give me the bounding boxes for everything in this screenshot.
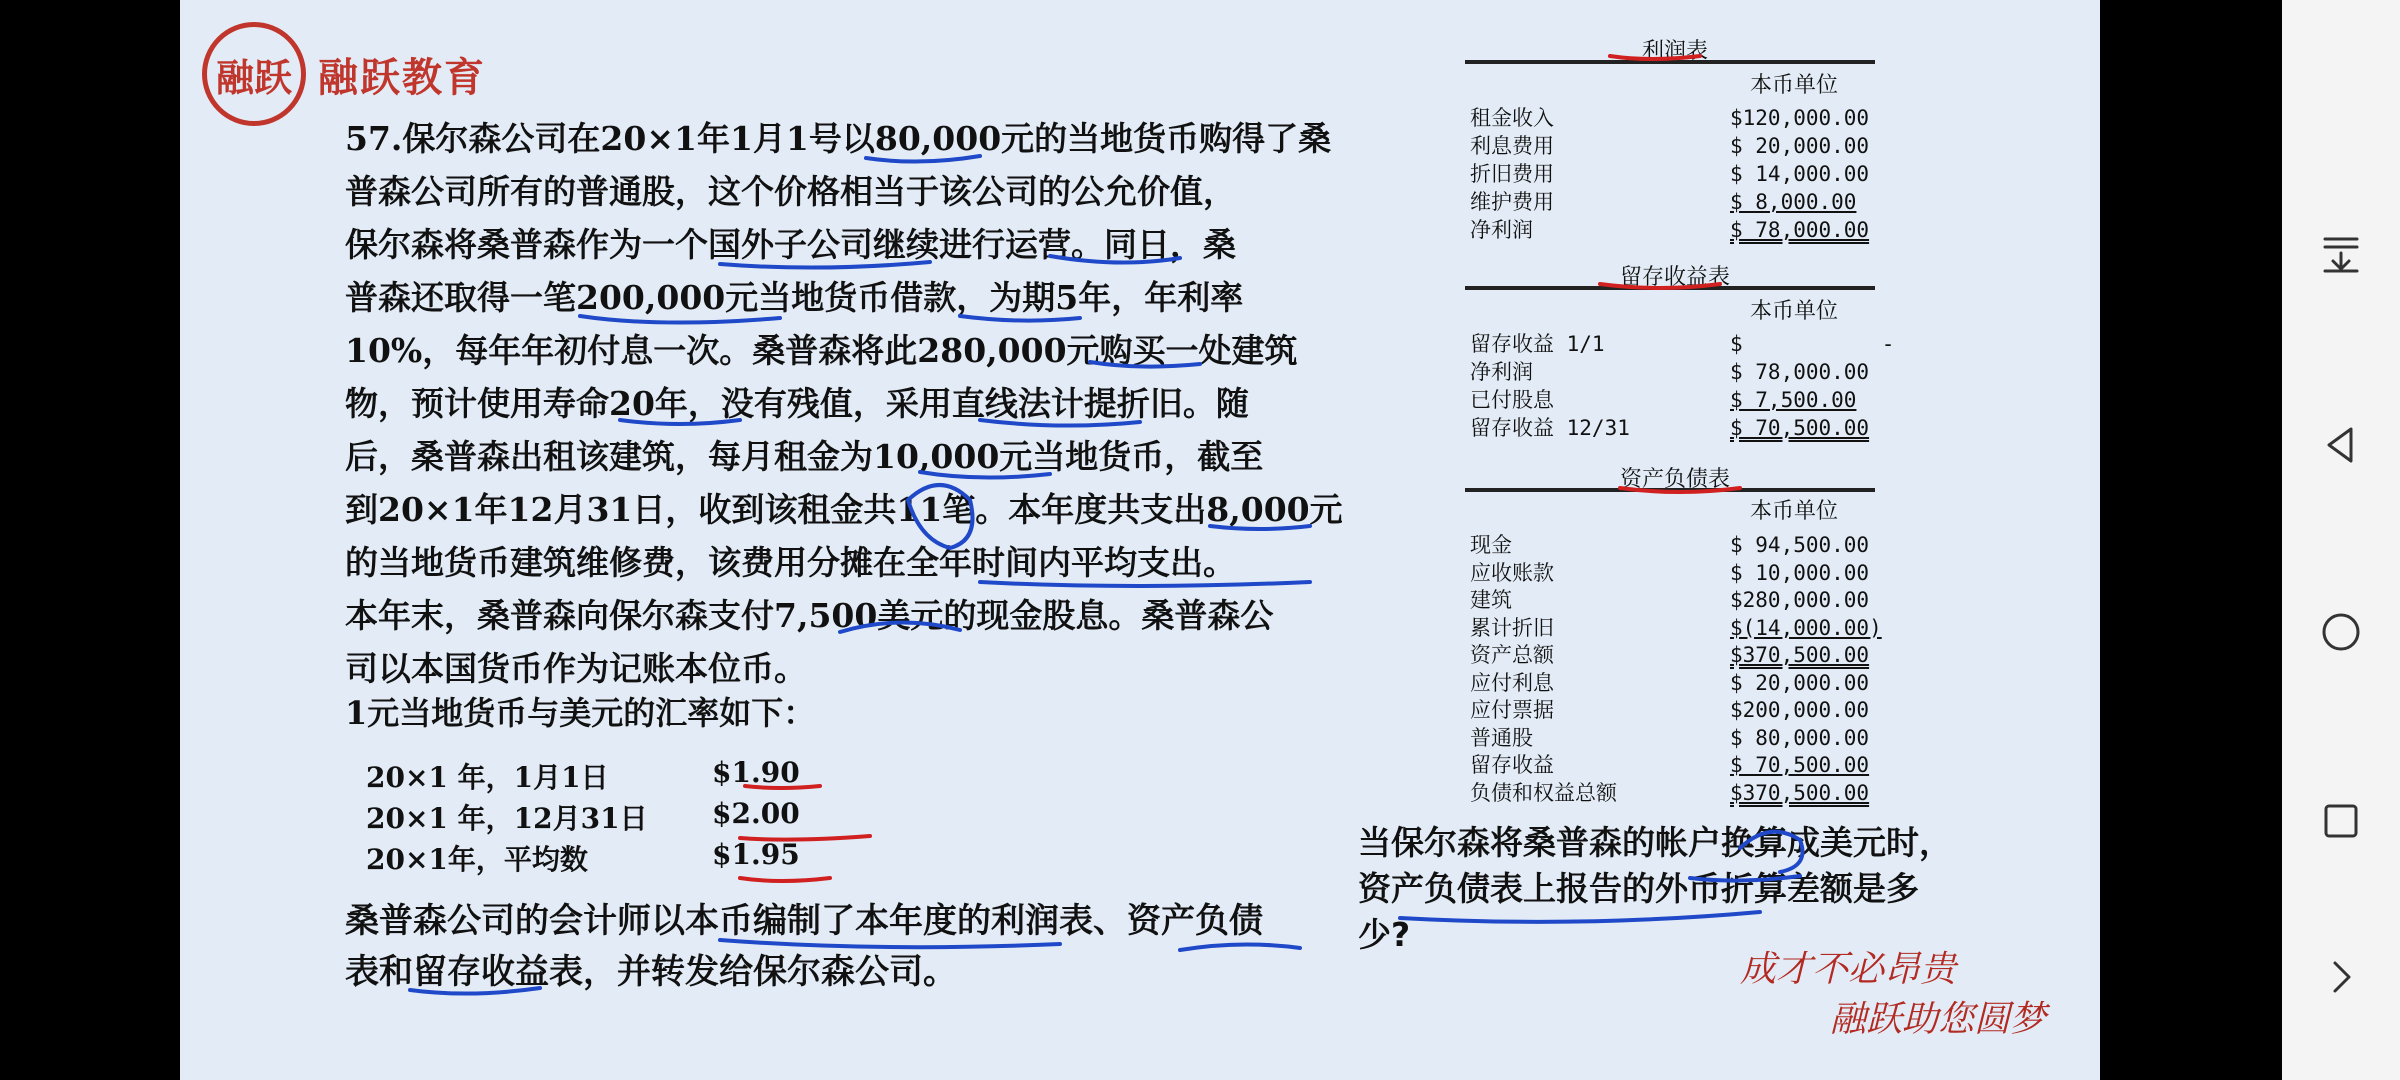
row-amount: $370,500.00 bbox=[1730, 643, 1870, 667]
annotation-marks bbox=[180, 0, 2100, 1080]
row-amount: $280,000.00 bbox=[1730, 588, 1870, 612]
row-amount: $ 94,500.00 bbox=[1730, 533, 1870, 557]
closing-line: 桑普森公司的会计师以本币编制了本年度的利润表、资产负债 bbox=[345, 901, 1263, 941]
annotation-stroke bbox=[720, 262, 930, 268]
expand-down-button[interactable] bbox=[2306, 218, 2376, 288]
closing-line: 表和留存收益表，并转发给保尔森公司。 bbox=[345, 952, 957, 992]
expand-down-icon bbox=[2317, 229, 2365, 277]
row-amount: $ 78,000.00 bbox=[1730, 218, 1870, 242]
annotation-stroke bbox=[920, 472, 1050, 478]
home-button[interactable] bbox=[2306, 597, 2376, 667]
rate-date: 20×1 年，1月1日 bbox=[366, 761, 609, 794]
rate-date: 20×1年，平均数 bbox=[366, 843, 588, 876]
income-statement-title: 利润表 bbox=[1641, 39, 1708, 64]
row-amount: $ 8,000.00 bbox=[1730, 190, 1857, 214]
row-label: 应付利息 bbox=[1470, 670, 1554, 695]
annotation-stroke bbox=[580, 316, 780, 323]
annotation-stroke bbox=[1600, 284, 1720, 288]
row-label: 现金 bbox=[1470, 533, 1512, 557]
retained-earnings-title: 留存收益表 bbox=[1619, 265, 1730, 290]
problem-line: 物，预计使用寿命20年，没有残值，采用直线法计提折旧。随 bbox=[345, 384, 1249, 423]
annotation-stroke bbox=[1740, 832, 1803, 872]
slogan-line: 融跃助您圆梦 bbox=[1830, 999, 2047, 1040]
annotation-stroke bbox=[980, 582, 1310, 586]
annotation-stroke bbox=[1690, 876, 1800, 881]
annotation-stroke bbox=[980, 420, 1140, 426]
annotation-stroke bbox=[1620, 488, 1740, 492]
forward-button[interactable] bbox=[2306, 942, 2376, 1012]
annotation-stroke bbox=[1210, 526, 1310, 529]
annotation-stroke bbox=[410, 988, 540, 994]
back-button[interactable] bbox=[2306, 410, 2376, 480]
logo-name: 融跃教育 bbox=[318, 54, 486, 101]
row-amount: $ 70,500.00 bbox=[1730, 753, 1870, 777]
recents-square-icon bbox=[2317, 797, 2365, 845]
problem-line: 普森还取得一笔200,000元当地货币借款，为期5年，年利率 bbox=[345, 278, 1244, 317]
rate-value: $1.90 bbox=[712, 756, 800, 789]
balance-sheet-title: 资产负债表 bbox=[1619, 467, 1730, 492]
annotation-stroke bbox=[740, 836, 870, 840]
problem-line: 10%，每年年初付息一次。桑普森将此280,000元购买一处建筑 bbox=[345, 331, 1298, 370]
rate-value: $2.00 bbox=[712, 797, 800, 830]
row-label: 维护费用 bbox=[1470, 190, 1554, 214]
recents-button[interactable] bbox=[2306, 786, 2376, 856]
row-label: 普通股 bbox=[1470, 725, 1533, 750]
annotation-stroke bbox=[1400, 912, 1760, 922]
row-amount: $ 78,000.00 bbox=[1730, 360, 1870, 384]
question-line: 当保尔森将桑普森的帐户换算成美元时， bbox=[1358, 823, 1952, 862]
row-amount: $(14,000.00) bbox=[1730, 615, 1882, 640]
annotation-stroke bbox=[720, 940, 1060, 947]
retained-earnings-unit: 本币单位 bbox=[1750, 299, 1839, 324]
problem-line: 后，桑普森出租该建筑，每月租金为10,000元当地货币，截至 bbox=[345, 437, 1264, 476]
row-amount: $ 80,000.00 bbox=[1730, 725, 1870, 750]
annotation-stroke bbox=[1180, 944, 1300, 950]
logo-mark: 融跃 bbox=[215, 54, 292, 100]
annotation-stroke bbox=[840, 622, 960, 632]
problem-line: 普森公司所有的普通股，这个价格相当于该公司的公允价值， bbox=[345, 172, 1236, 211]
row-label: 利息费用 bbox=[1470, 134, 1554, 158]
row-label: 资产总额 bbox=[1470, 643, 1554, 667]
annotation-stroke bbox=[1090, 362, 1200, 367]
back-triangle-icon bbox=[2317, 421, 2365, 469]
rate-value: $1.95 bbox=[712, 838, 800, 871]
row-amount: $200,000.00 bbox=[1730, 698, 1870, 722]
row-label: 应付票据 bbox=[1470, 698, 1554, 722]
annotation-stroke bbox=[908, 485, 973, 548]
row-label: 净利润 bbox=[1470, 360, 1533, 384]
annotation-stroke bbox=[745, 786, 820, 788]
problem-line: 的当地货币建筑维修费，该费用分摊在全年时间内平均支出。 bbox=[345, 543, 1236, 582]
problem-line: 到20×1年12月31日，收到该租金共11笔。本年度共支出8,000元 bbox=[345, 490, 1343, 529]
question-line: 少? bbox=[1358, 915, 1411, 954]
row-amount: $ 70,500.00 bbox=[1730, 416, 1870, 440]
problem-line: 57.保尔森公司在20×1年1月1号以80,000元的当地货币购得了桑 bbox=[345, 119, 1332, 158]
row-amount: $120,000.00 bbox=[1730, 106, 1870, 130]
row-label: 折旧费用 bbox=[1470, 162, 1554, 186]
row-label: 留存收益 bbox=[1470, 753, 1554, 777]
annotation-stroke bbox=[1610, 56, 1700, 59]
annotation-stroke bbox=[1050, 256, 1180, 263]
annotation-stroke bbox=[866, 156, 980, 162]
row-label: 应收账款 bbox=[1470, 560, 1554, 585]
row-label: 负债和权益总额 bbox=[1470, 780, 1617, 805]
row-label: 留存收益 1/1 bbox=[1470, 332, 1605, 356]
balance-sheet-unit: 本币单位 bbox=[1750, 499, 1839, 524]
row-amount: $ - bbox=[1730, 332, 1895, 356]
row-amount: $ 7,500.00 bbox=[1730, 388, 1857, 412]
row-label: 建筑 bbox=[1470, 588, 1512, 612]
row-label: 留存收益 12/31 bbox=[1470, 416, 1630, 440]
problem-line: 保尔森将桑普森作为一个国外子公司继续进行运营。同日，桑 bbox=[345, 225, 1236, 264]
home-circle-icon bbox=[2317, 608, 2365, 656]
forward-chevron-icon bbox=[2317, 953, 2365, 1001]
row-amount: $ 14,000.00 bbox=[1730, 162, 1870, 186]
problem-line: 本年末，桑普森向保尔森支付7,500美元的现金股息。桑普森公 bbox=[345, 596, 1274, 635]
system-nav-bar bbox=[2282, 0, 2400, 1080]
rate-date: 20×1 年，12月31日 bbox=[366, 802, 648, 835]
row-amount: $ 10,000.00 bbox=[1730, 560, 1870, 585]
row-label: 租金收入 bbox=[1470, 106, 1554, 130]
row-label: 已付股息 bbox=[1470, 388, 1554, 412]
annotation-stroke bbox=[620, 420, 740, 424]
problem-line: 司以本国货币作为记账本位币。 bbox=[345, 649, 807, 688]
row-amount: $370,500.00 bbox=[1730, 780, 1870, 805]
rate-label: 1元当地货币与美元的汇率如下： bbox=[345, 694, 816, 732]
row-label: 净利润 bbox=[1470, 218, 1533, 242]
income-statement-unit: 本币单位 bbox=[1750, 73, 1839, 98]
annotation-stroke bbox=[960, 316, 1080, 321]
row-amount: $ 20,000.00 bbox=[1730, 670, 1870, 695]
slogan-line: 成才不必昂贵 bbox=[1740, 949, 1957, 990]
row-label: 累计折旧 bbox=[1470, 615, 1554, 640]
annotation-stroke bbox=[740, 878, 830, 881]
question-line: 资产负债表上报告的外币折算差额是多 bbox=[1358, 869, 1919, 908]
slide bbox=[180, 0, 2100, 1080]
row-amount: $ 20,000.00 bbox=[1730, 134, 1870, 158]
